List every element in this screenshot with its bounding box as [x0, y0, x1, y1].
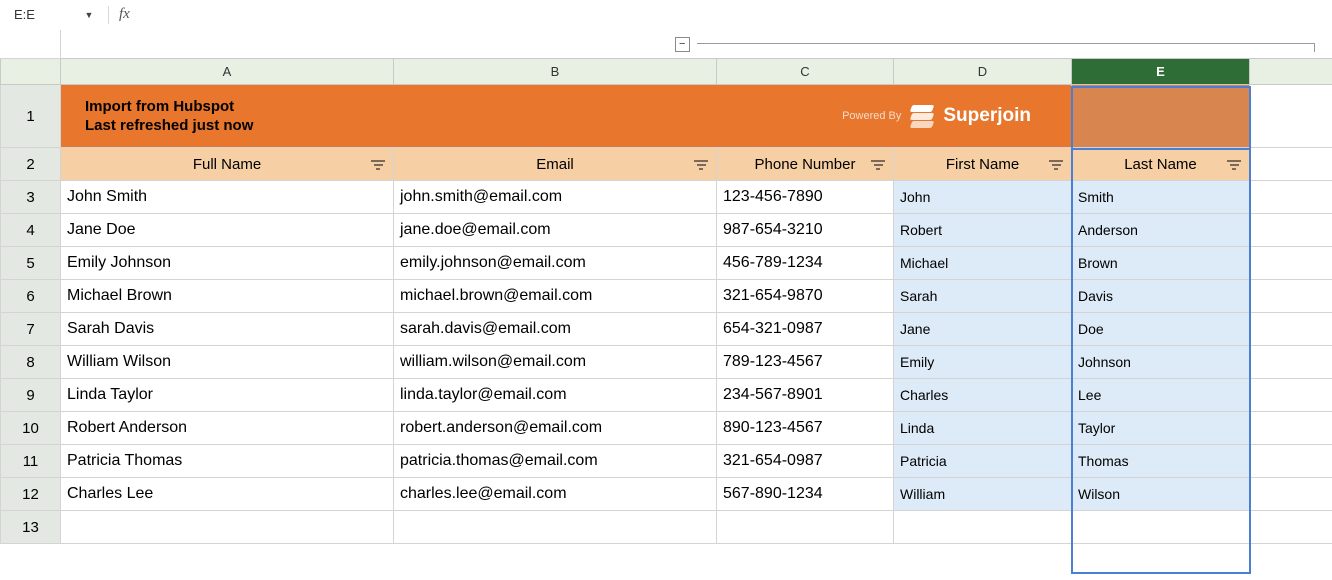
cell-b9[interactable]: linda.taylor@email.com	[394, 379, 717, 412]
column-header-row	[1, 59, 1332, 85]
row-header-12[interactable]: 12	[1, 478, 61, 511]
table-header-first-name[interactable]	[894, 148, 1072, 181]
cell-d5[interactable]: Michael	[894, 247, 1072, 280]
cell-e10[interactable]: Taylor	[1072, 412, 1250, 445]
cell-c11[interactable]: 321-654-0987	[717, 445, 894, 478]
filter-icon[interactable]	[694, 158, 708, 170]
row-header-4[interactable]: 4	[1, 214, 61, 247]
row-header-2[interactable]: 2	[1, 148, 61, 181]
grid-table	[0, 30, 1332, 544]
cell-e5[interactable]: Brown	[1072, 247, 1250, 280]
table-row	[1, 313, 1332, 346]
table-row	[1, 445, 1332, 478]
table-header-full-name[interactable]	[61, 148, 394, 181]
cell-a5[interactable]: Emily Johnson	[61, 247, 394, 280]
cell-d12[interactable]: William	[894, 478, 1072, 511]
cell-f6[interactable]	[1250, 280, 1332, 313]
row-header-8[interactable]: 8	[1, 346, 61, 379]
cell-c6[interactable]: 321-654-9870	[717, 280, 894, 313]
cell-f1[interactable]	[1250, 85, 1332, 148]
row-header-7[interactable]: 7	[1, 313, 61, 346]
cell-e6[interactable]: Davis	[1072, 280, 1250, 313]
cell-e8[interactable]: Johnson	[1072, 346, 1250, 379]
table-row	[1, 247, 1332, 280]
table-row	[1, 379, 1332, 412]
cell-b3[interactable]: john.smith@email.com	[394, 181, 717, 214]
cell-e11[interactable]: Thomas	[1072, 445, 1250, 478]
cell-d11[interactable]: Patricia	[894, 445, 1072, 478]
superjoin-brand-label: Superjoin	[943, 105, 1031, 126]
table-row	[1, 478, 1332, 511]
cell-b10[interactable]: robert.anderson@email.com	[394, 412, 717, 445]
cell-f9[interactable]	[1250, 379, 1332, 412]
table-row	[1, 181, 1332, 214]
cell-b13[interactable]	[394, 511, 717, 544]
cell-e4[interactable]: Anderson	[1072, 214, 1250, 247]
cell-c10[interactable]: 890-123-4567	[717, 412, 894, 445]
cell-c4[interactable]: 987-654-3210	[717, 214, 894, 247]
filter-icon[interactable]	[871, 158, 885, 170]
cell-a3[interactable]: John Smith	[61, 181, 394, 214]
cell-e12[interactable]: Wilson	[1072, 478, 1250, 511]
cell-a11[interactable]: Patricia Thomas	[61, 445, 394, 478]
filter-icon[interactable]	[1227, 158, 1241, 170]
column-header-d[interactable]: D	[894, 59, 1072, 85]
row-header-6[interactable]: 6	[1, 280, 61, 313]
table-row	[1, 346, 1332, 379]
cell-e3[interactable]: Smith	[1072, 181, 1250, 214]
table-header-phone-number[interactable]	[717, 148, 894, 181]
table-header-label: Phone Number	[754, 155, 856, 173]
table-header-label: Full Name	[192, 155, 262, 173]
cell-a4[interactable]: Jane Doe	[61, 214, 394, 247]
outline-bar	[61, 30, 1332, 59]
banner-subtitle: Last refreshed just now	[85, 117, 254, 134]
filter-icon[interactable]	[1049, 158, 1063, 170]
column-header-f[interactable]	[1250, 59, 1332, 85]
row-header-5[interactable]: 5	[1, 247, 61, 280]
cell-e7[interactable]: Doe	[1072, 313, 1250, 346]
cell-d7[interactable]: Jane	[894, 313, 1072, 346]
cell-c5[interactable]: 456-789-1234	[717, 247, 894, 280]
name-box[interactable]: E:E	[14, 7, 35, 22]
column-header-c[interactable]: C	[717, 59, 894, 85]
cell-d4[interactable]: Robert	[894, 214, 1072, 247]
table-row	[1, 511, 1332, 544]
row-header-3[interactable]: 3	[1, 181, 61, 214]
row-2	[1, 148, 1332, 181]
select-all-corner[interactable]	[1, 59, 61, 85]
cell-f13[interactable]	[1250, 511, 1332, 544]
outline-bar-row	[1, 30, 1332, 59]
banner-title: Import from Hubspot	[85, 98, 235, 115]
column-header-b[interactable]: B	[394, 59, 717, 85]
collapse-group-button[interactable]: −	[675, 37, 690, 52]
cell-a10[interactable]: Robert Anderson	[61, 412, 394, 445]
cell-f2[interactable]	[1250, 148, 1332, 181]
cell-a8[interactable]: William Wilson	[61, 346, 394, 379]
table-row	[1, 412, 1332, 445]
import-banner	[61, 85, 1072, 148]
cell-a13[interactable]	[61, 511, 394, 544]
column-header-a[interactable]: A	[61, 59, 394, 85]
cell-a9[interactable]: Linda Taylor	[61, 379, 394, 412]
spreadsheet-grid	[0, 30, 1332, 544]
cell-e13[interactable]	[1072, 511, 1250, 544]
cell-b4[interactable]: jane.doe@email.com	[394, 214, 717, 247]
cell-f3[interactable]	[1250, 181, 1332, 214]
cell-b6[interactable]: michael.brown@email.com	[394, 280, 717, 313]
cell-d6[interactable]: Sarah	[894, 280, 1072, 313]
cell-c3[interactable]: 123-456-7890	[717, 181, 894, 214]
cell-f11[interactable]	[1250, 445, 1332, 478]
powered-by-label: Powered By	[842, 110, 902, 122]
chevron-down-icon[interactable]: ▼	[84, 9, 94, 20]
table-row	[1, 280, 1332, 313]
cell-a7[interactable]: Sarah Davis	[61, 313, 394, 346]
row-header-1[interactable]: 1	[1, 85, 61, 148]
cell-e9[interactable]: Lee	[1072, 379, 1250, 412]
cell-c12[interactable]: 567-890-1234	[717, 478, 894, 511]
row-header-11[interactable]: 11	[1, 445, 61, 478]
formula-bar	[0, 0, 1332, 30]
table-row	[1, 214, 1332, 247]
cell-a6[interactable]: Michael Brown	[61, 280, 394, 313]
row-1	[1, 85, 1332, 148]
cell-d8[interactable]: Emily	[894, 346, 1072, 379]
cell-e1[interactable]	[1072, 85, 1250, 148]
table-header-label: Email	[536, 155, 574, 173]
cell-f12[interactable]	[1250, 478, 1332, 511]
outline-tick	[1314, 43, 1315, 52]
cell-d9[interactable]: Charles	[894, 379, 1072, 412]
cell-b11[interactable]: patricia.thomas@email.com	[394, 445, 717, 478]
cell-c8[interactable]: 789-123-4567	[717, 346, 894, 379]
cell-f5[interactable]	[1250, 247, 1332, 280]
fx-icon: fx	[119, 6, 130, 22]
table-header-email[interactable]	[394, 148, 717, 181]
cell-b5[interactable]: emily.johnson@email.com	[394, 247, 717, 280]
row-header-13[interactable]: 13	[1, 511, 61, 544]
table-header-label: First Name	[945, 155, 1020, 173]
row-header-10[interactable]: 10	[1, 412, 61, 445]
divider	[108, 6, 109, 24]
row-header-9[interactable]: 9	[1, 379, 61, 412]
cell-b7[interactable]: sarah.davis@email.com	[394, 313, 717, 346]
outline-line	[697, 43, 1315, 44]
filter-icon[interactable]	[371, 158, 385, 170]
cell-d10[interactable]: Linda	[894, 412, 1072, 445]
cell-d13[interactable]	[894, 511, 1072, 544]
cell-f4[interactable]	[1250, 214, 1332, 247]
column-header-e[interactable]: E	[1072, 59, 1250, 85]
cell-d3[interactable]: John	[894, 181, 1072, 214]
cell-a12[interactable]: Charles Lee	[61, 478, 394, 511]
cell-f7[interactable]	[1250, 313, 1332, 346]
cell-f10[interactable]	[1250, 412, 1332, 445]
cell-c7[interactable]: 654-321-0987	[717, 313, 894, 346]
cell-f8[interactable]	[1250, 346, 1332, 379]
table-header-last-name[interactable]	[1072, 148, 1250, 181]
cell-b12[interactable]: charles.lee@email.com	[394, 478, 717, 511]
table-header-label: Last Name	[1124, 155, 1197, 173]
cell-b8[interactable]: william.wilson@email.com	[394, 346, 717, 379]
superjoin-logo-icon	[911, 105, 933, 127]
cell-c9[interactable]: 234-567-8901	[717, 379, 894, 412]
outline-corner	[1, 30, 61, 59]
cell-c13[interactable]	[717, 511, 894, 544]
